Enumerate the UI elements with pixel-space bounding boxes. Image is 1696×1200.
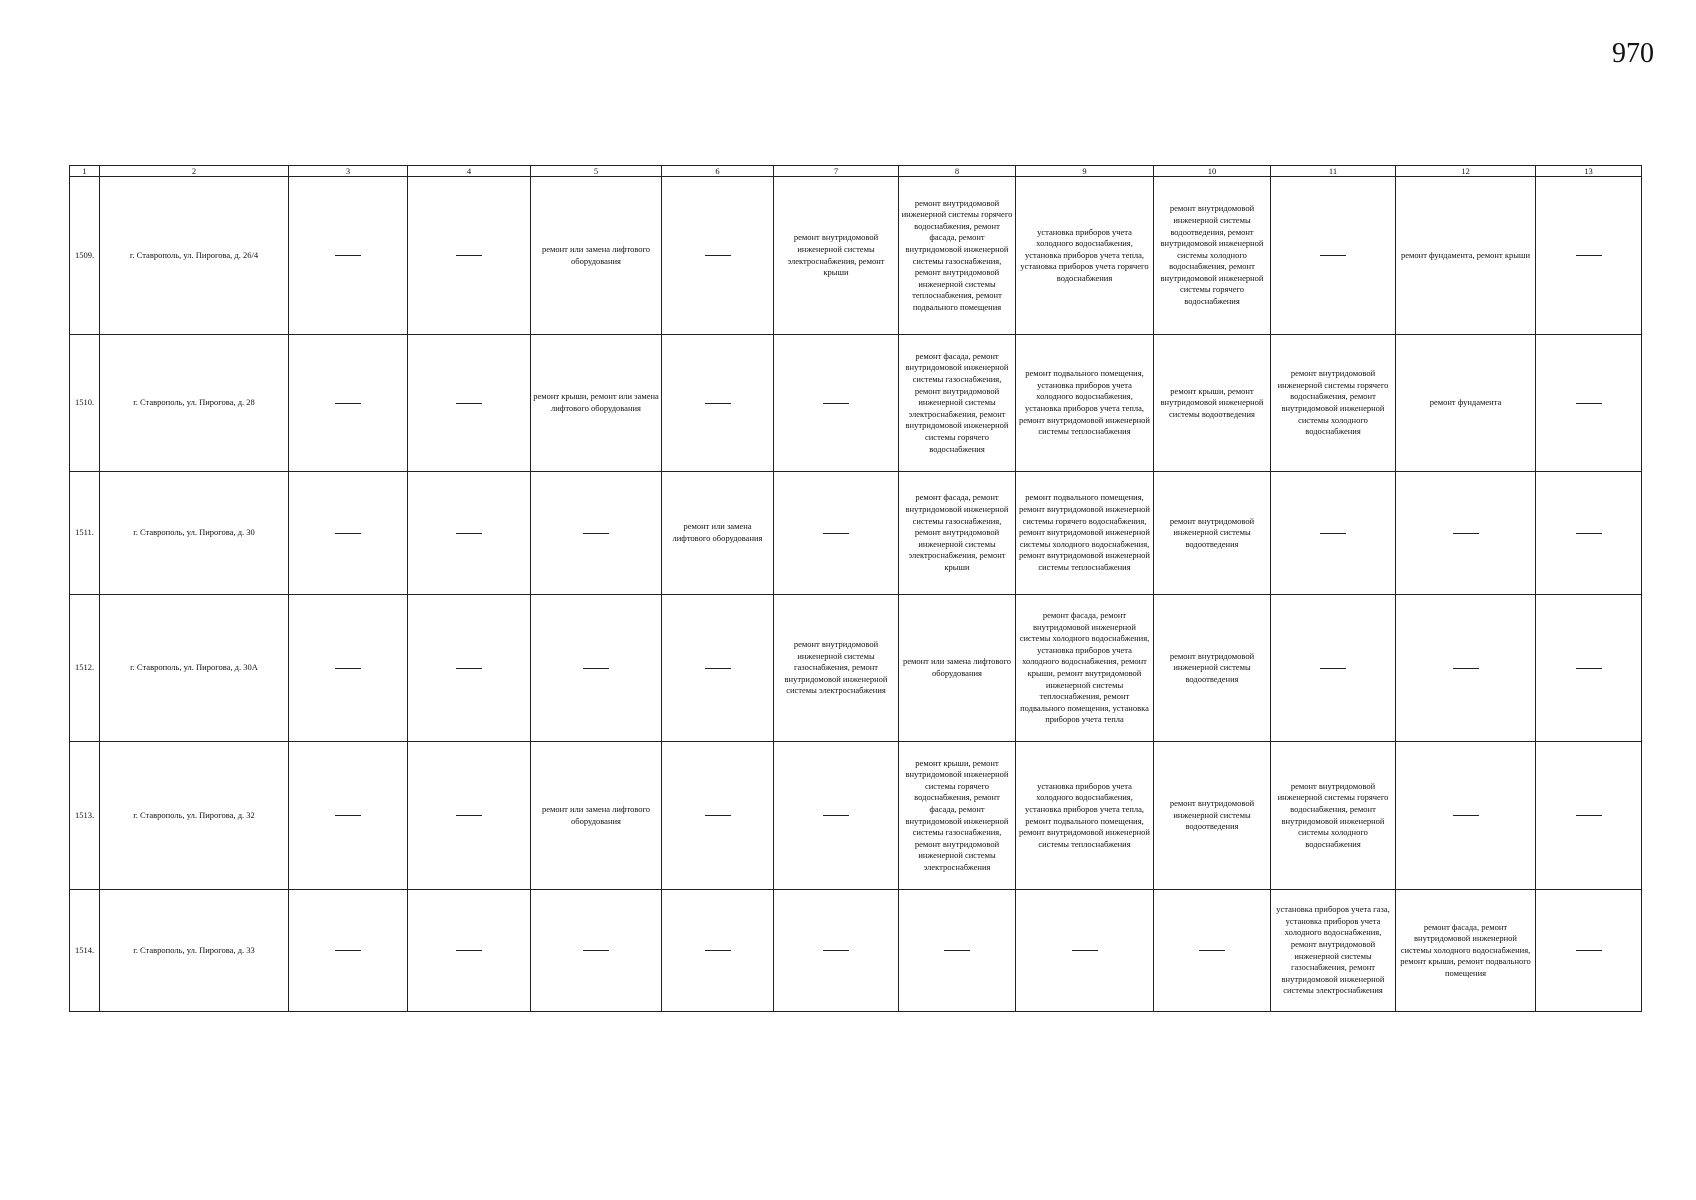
empty-dash-cell [774,890,899,1012]
empty-dash-cell [408,595,531,742]
dash-mark [456,255,482,256]
work-type-cell: ремонт подвального помещения, ремонт внутридомовой инженерной системы горячего водоснабжения, ремонт внутридомовой инженерной системы холодного водоснабжения, ремонт внутридомовой инженерной системы теплоснабжения [1016,472,1154,595]
row-number: 1512. [70,595,100,742]
dash-mark [1576,533,1602,534]
dash-mark [335,403,361,404]
column-number: 11 [1271,166,1396,177]
empty-dash-cell [774,335,899,472]
dash-mark [456,950,482,951]
dash-mark [1199,950,1225,951]
empty-dash-cell [774,472,899,595]
row-number: 1511. [70,472,100,595]
column-number: 9 [1016,166,1154,177]
work-type-cell: ремонт или замена лифтового оборудования [662,472,774,595]
dash-mark [456,668,482,669]
work-type-cell: ремонт внутридомовой инженерной системы водоотведения [1154,742,1271,890]
work-type-cell: установка приборов учета газа, установка приборов учета холодного водоснабжения, ремонт внутридомовой инженерной системы газоснабжения, ремонт внутридомовой инженерной системы электроснабжения [1271,890,1396,1012]
repair-schedule-table [69,165,1642,1012]
empty-dash-cell [1536,472,1642,595]
empty-dash-cell [408,742,531,890]
empty-dash-cell [774,742,899,890]
work-type-cell: ремонт подвального помещения, установка приборов учета холодного водоснабжения, установка приборов учета тепла, ремонт внутридомовой инженерной системы теплоснабжения [1016,335,1154,472]
column-number: 5 [531,166,662,177]
empty-dash-cell [289,890,408,1012]
column-number: 8 [899,166,1016,177]
row-number: 1509. [70,177,100,335]
dash-mark [335,668,361,669]
dash-mark [335,533,361,534]
address-cell: г. Ставрополь, ул. Пирогова, д. 33 [100,890,289,1012]
column-number: 3 [289,166,408,177]
work-type-cell: ремонт внутридомовой инженерной системы водоотведения [1154,595,1271,742]
empty-dash-cell [1396,595,1536,742]
work-type-cell: ремонт крыши, ремонт внутридомовой инженерной системы горячего водоснабжения, ремонт фасада, ремонт внутридомовой инженерной системы газоснабжения, ремонт внутридомовой инженерной системы электроснабжения [899,742,1016,890]
dash-mark [1453,815,1479,816]
dash-mark [583,668,609,669]
column-number: 10 [1154,166,1271,177]
column-number: 7 [774,166,899,177]
work-type-cell: установка приборов учета холодного водоснабжения, установка приборов учета тепла, установка приборов учета горячего водоснабжения [1016,177,1154,335]
empty-dash-cell [1536,890,1642,1012]
empty-dash-cell [289,177,408,335]
work-type-cell: ремонт внутридомовой инженерной системы водоотведения [1154,472,1271,595]
dash-mark [823,533,849,534]
empty-dash-cell [899,890,1016,1012]
dash-mark [1320,255,1346,256]
dash-mark [944,950,970,951]
column-number: 12 [1396,166,1536,177]
dash-mark [1320,533,1346,534]
empty-dash-cell [1536,595,1642,742]
table-row [70,742,1642,890]
table-row [70,335,1642,472]
work-type-cell: ремонт фундамента, ремонт крыши [1396,177,1536,335]
empty-dash-cell [1271,177,1396,335]
dash-mark [456,533,482,534]
table-row [70,472,1642,595]
empty-dash-cell [289,472,408,595]
dash-mark [456,815,482,816]
empty-dash-cell [1536,335,1642,472]
work-type-cell: ремонт фундамента [1396,335,1536,472]
row-number: 1513. [70,742,100,890]
dash-mark [823,815,849,816]
work-type-cell: ремонт или замена лифтового оборудования [531,742,662,890]
empty-dash-cell [408,335,531,472]
work-type-cell: ремонт фасада, ремонт внутридомовой инженерной системы газоснабжения, ремонт внутридомовой инженерной системы электроснабжения, ремонт внутридомовой инженерной системы горячего водоснабжения [899,335,1016,472]
dash-mark [705,815,731,816]
dash-mark [1453,668,1479,669]
empty-dash-cell [1536,742,1642,890]
dash-mark [705,255,731,256]
dash-mark [335,815,361,816]
empty-dash-cell [662,742,774,890]
empty-dash-cell [531,890,662,1012]
work-type-cell: ремонт фасада, ремонт внутридомовой инженерной системы газоснабжения, ремонт внутридомовой инженерной системы электроснабжения, ремонт крыши [899,472,1016,595]
empty-dash-cell [662,177,774,335]
dash-mark [1576,403,1602,404]
work-type-cell: ремонт или замена лифтового оборудования [899,595,1016,742]
dash-mark [1320,668,1346,669]
empty-dash-cell [531,472,662,595]
row-number: 1514. [70,890,100,1012]
empty-dash-cell [408,472,531,595]
work-type-cell: ремонт или замена лифтового оборудования [531,177,662,335]
dash-mark [1072,950,1098,951]
work-type-cell: ремонт крыши, ремонт или замена лифтового оборудования [531,335,662,472]
column-number: 4 [408,166,531,177]
column-number-row [70,166,1642,177]
empty-dash-cell [1396,742,1536,890]
work-type-cell: установка приборов учета холодного водоснабжения, установка приборов учета тепла, ремонт подвального помещения, ремонт внутридомовой инженерной системы теплоснабжения [1016,742,1154,890]
work-type-cell: ремонт крыши, ремонт внутридомовой инженерной системы водоотведения [1154,335,1271,472]
empty-dash-cell [289,335,408,472]
empty-dash-cell [1016,890,1154,1012]
address-cell: г. Ставрополь, ул. Пирогова, д. 32 [100,742,289,890]
work-type-cell: ремонт внутридомовой инженерной системы водоотведения, ремонт внутридомовой инженерной системы холодного водоснабжения, ремонт внутридомовой инженерной системы горячего водоснабжения [1154,177,1271,335]
dash-mark [583,533,609,534]
dash-mark [1453,533,1479,534]
dash-mark [1576,668,1602,669]
empty-dash-cell [662,890,774,1012]
row-number: 1510. [70,335,100,472]
column-number: 1 [70,166,100,177]
empty-dash-cell [408,890,531,1012]
empty-dash-cell [289,742,408,890]
page-number: 970 [1612,38,1654,69]
dash-mark [705,950,731,951]
dash-mark [1576,255,1602,256]
column-number: 13 [1536,166,1642,177]
dash-mark [583,950,609,951]
empty-dash-cell [1396,472,1536,595]
empty-dash-cell [1271,595,1396,742]
work-type-cell: ремонт фасада, ремонт внутридомовой инженерной системы холодного водоснабжения, ремонт крыши, ремонт подвального помещения [1396,890,1536,1012]
empty-dash-cell [1536,177,1642,335]
empty-dash-cell [1271,472,1396,595]
empty-dash-cell [408,177,531,335]
address-cell: г. Ставрополь, ул. Пирогова, д. 26/4 [100,177,289,335]
dash-mark [705,668,731,669]
table-row [70,177,1642,335]
column-number: 6 [662,166,774,177]
dash-mark [1576,950,1602,951]
empty-dash-cell [662,335,774,472]
address-cell: г. Ставрополь, ул. Пирогова, д. 28 [100,335,289,472]
dash-mark [456,403,482,404]
dash-mark [823,403,849,404]
work-type-cell: ремонт внутридомовой инженерной системы электроснабжения, ремонт крыши [774,177,899,335]
dash-mark [335,255,361,256]
work-type-cell: ремонт внутридомовой инженерной системы газоснабжения, ремонт внутридомовой инженерной системы электроснабжения [774,595,899,742]
dash-mark [705,403,731,404]
empty-dash-cell [531,595,662,742]
dash-mark [335,950,361,951]
address-cell: г. Ставрополь, ул. Пирогова, д. 30 [100,472,289,595]
empty-dash-cell [289,595,408,742]
work-type-cell: ремонт внутридомовой инженерной системы горячего водоснабжения, ремонт внутридомовой инженерной системы холодного водоснабжения [1271,742,1396,890]
table-row [70,890,1642,1012]
address-cell: г. Ставрополь, ул. Пирогова, д. 30А [100,595,289,742]
work-type-cell: ремонт внутридомовой инженерной системы горячего водоснабжения, ремонт внутридомовой инженерной системы холодного водоснабжения [1271,335,1396,472]
work-type-cell: ремонт внутридомовой инженерной системы горячего водоснабжения, ремонт фасада, ремонт внутридомовой инженерной системы газоснабжения, ремонт внутридомовой инженерной системы теплоснабжения, ремонт подвального помещения [899,177,1016,335]
empty-dash-cell [662,595,774,742]
work-type-cell: ремонт фасада, ремонт внутридомовой инженерной системы холодного водоснабжения, установка приборов учета холодного водоснабжения, ремонт крыши, ремонт внутридомовой инженерной системы теплоснабжения, ремонт подвального помещения, установка приборов учета тепла [1016,595,1154,742]
table-row [70,595,1642,742]
dash-mark [823,950,849,951]
empty-dash-cell [1154,890,1271,1012]
dash-mark [1576,815,1602,816]
column-number: 2 [100,166,289,177]
